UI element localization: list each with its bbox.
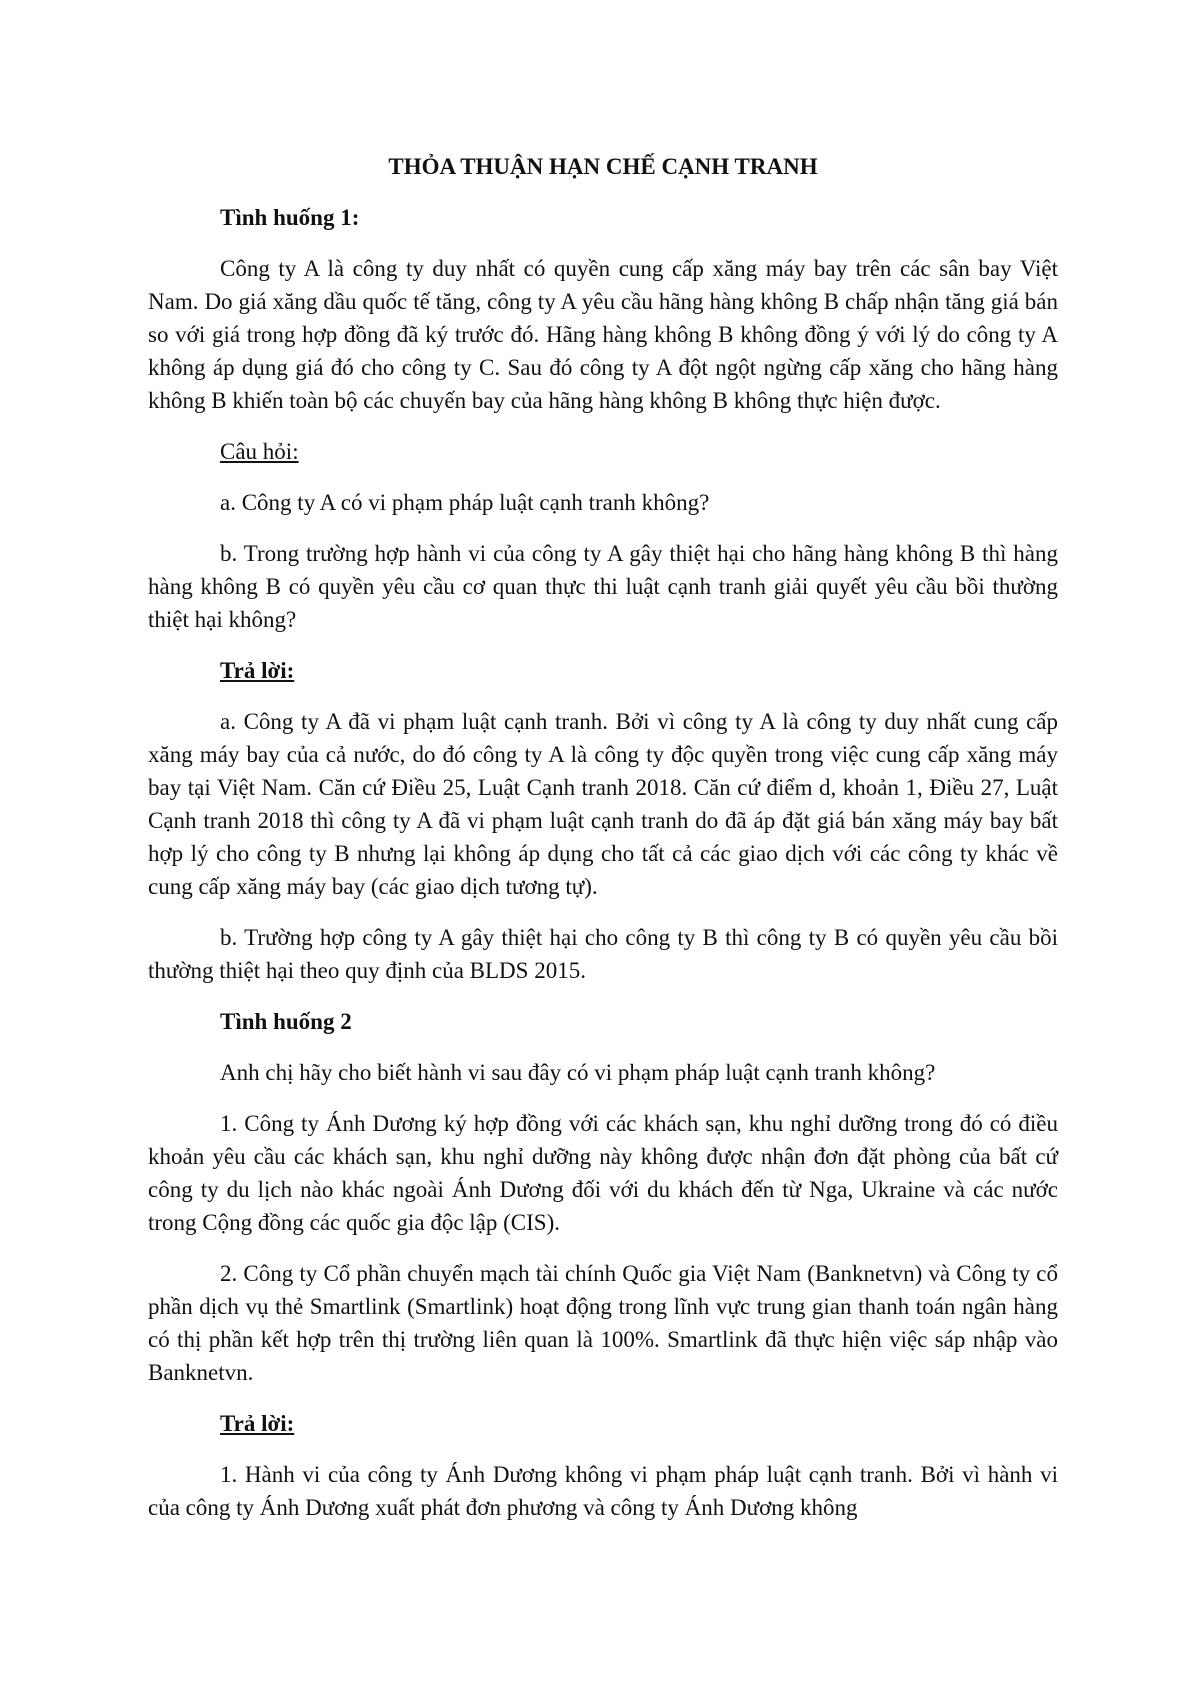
case-1-heading: Tình huống 1: bbox=[220, 205, 360, 230]
answer-b: b. Trường hợp công ty A gây thiệt hại cho công ty B thì công ty B có quyền yêu cầu bồi thường thiệt hại theo quy định của BLDS 2015. bbox=[148, 925, 1058, 983]
case-1-body: Công ty A là công ty duy nhất có quyền cung cấp xăng máy bay trên các sân bay Việt Nam. Do giá xăng dầu quốc tế tăng, công ty A yêu cầu hãng hàng không B chấp nhận tăng giá bán so với giá trong hợp đồng đã ký trước đó. Hãng hàng không B không đồng ý với lý do công ty A không áp dụng giá đó cho công ty C. Sau đó công ty A đột ngột ngừng cấp xăng cho hãng hàng không B khiến toàn bộ các chuyến bay của hãng hàng không B không thực hiện được. bbox=[148, 256, 1058, 413]
case-2-item-2: 2. Công ty Cổ phần chuyển mạch tài chính Quốc gia Việt Nam (Banknetvn) và Công ty cổ phần dịch vụ thẻ Smartlink (Smartlink) hoạt động trong lĩnh vực trung gian thanh toán ngân hàng có thị phần kết hợp trên thị trường liên quan là 100%. Smartlink đã thực hiện việc sáp nhập vào Banknetvn. bbox=[148, 1261, 1058, 1385]
answer-a: a. Công ty A đã vi phạm luật cạnh tranh. Bởi vì công ty A là công ty duy nhất cung cấp xăng máy bay của cả nước, do đó công ty A là công ty độc quyền trong việc cung cấp xăng máy bay tại Việt Nam. Căn cứ Điều 25, Luật Cạnh tranh 2018. Căn cứ điểm d, khoản 1, Điều 27, Luật Cạnh tranh 2018 thì công ty A đã vi phạm luật cạnh tranh do đã áp đặt giá bán xăng máy bay bất hợp lý cho công ty B nhưng lại không áp dụng cho tất cả các giao dịch với các công ty khác về cung cấp xăng máy bay (các giao dịch tương tự). bbox=[148, 709, 1058, 899]
case-2-prompt: Anh chị hãy cho biết hành vi sau đây có vi phạm pháp luật cạnh tranh không? bbox=[220, 1060, 936, 1085]
case-2-heading: Tình huống 2 bbox=[220, 1009, 352, 1034]
case-1-answer-label bbox=[148, 654, 1058, 687]
question-a: a. Công ty A có vi phạm pháp luật cạnh tranh không? bbox=[220, 490, 710, 515]
document-title: THỎA THUẬN HẠN CHẾ CẠNH TRANH bbox=[388, 154, 818, 179]
case-2-answer-label bbox=[148, 1407, 1058, 1440]
question-b: b. Trong trường hợp hành vi của công ty A gây thiệt hại cho hãng hàng không B thì hàng hàng không B có quyền yêu cầu cơ quan thực thi luật cạnh tranh giải quyết yêu cầu bồi thường thiệt hại không? bbox=[148, 541, 1058, 632]
case-2-answer-1: 1. Hành vi của công ty Ánh Dương không vi phạm pháp luật cạnh tranh. Bởi vì hành vi của công ty Ánh Dương xuất phát đơn phương và công ty Ánh Dương không bbox=[148, 1462, 1058, 1520]
case-1-answer-label-text: Trả lời: bbox=[220, 658, 295, 683]
case-2-answer-label-text: Trả lời: bbox=[220, 1411, 295, 1436]
questions-label bbox=[148, 435, 1058, 468]
questions-label-text: Câu hỏi: bbox=[220, 439, 299, 464]
document-page bbox=[148, 150, 1058, 1542]
case-2-item-1: 1. Công ty Ánh Dương ký hợp đồng với các khách sạn, khu nghỉ dưỡng trong đó có điều khoản yêu cầu các khách sạn, khu nghỉ dưỡng này không được nhận đơn đặt phòng của bất cứ công ty du lịch nào khác ngoài Ánh Dương đối với du khách đến từ Nga, Ukraine và các nước trong Cộng đồng các quốc gia độc lập (CIS). bbox=[148, 1111, 1058, 1235]
